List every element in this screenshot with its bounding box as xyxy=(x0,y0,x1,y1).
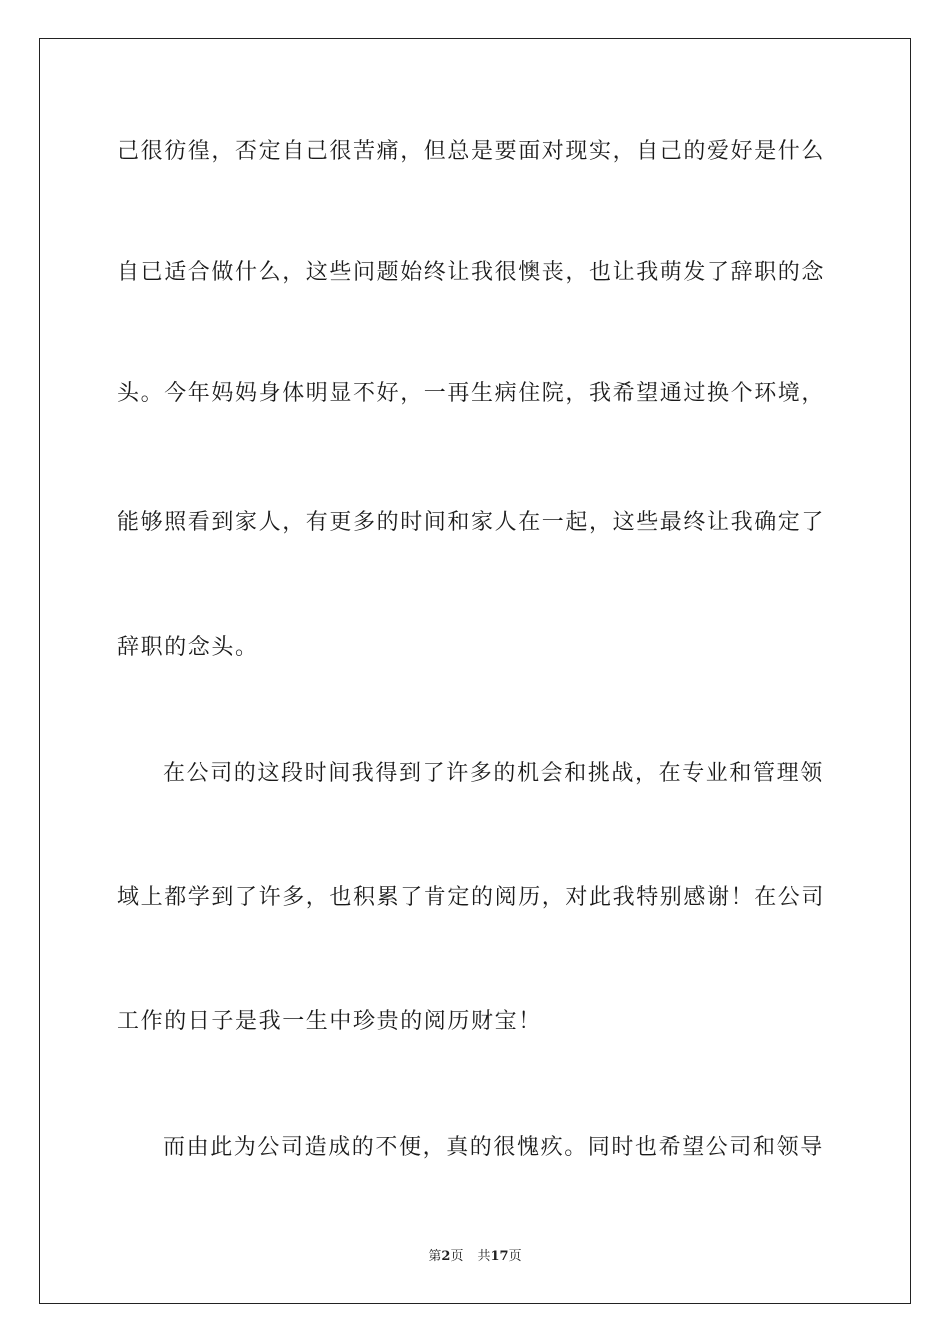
paragraph-3-line-1: 而由此为公司造成的不便，真的很愧疚。同时也希望公司和领导 xyxy=(163,1135,824,1160)
text-line-4: 能够照看到家人，有更多的时间和家人在一起，这些最终让我确定了 xyxy=(117,510,826,535)
total-pages: 17 xyxy=(490,1249,509,1264)
text-line-3: 头。今年妈妈身体明显不好，一再生病住院，我希望通过换个环境， xyxy=(117,381,826,406)
text-line-1: 己很彷徨，否定自己很苦痛，但总是要面对现实，自己的爱好是什么 xyxy=(117,139,826,164)
text-line-5: 辞职的念头。 xyxy=(117,635,259,660)
total-suffix: 页 xyxy=(508,1249,522,1264)
page-footer xyxy=(0,1248,950,1266)
text-line-2: 自已适合做什么，这些问题始终让我很懊丧，也让我萌发了辞职的念 xyxy=(117,260,826,285)
page-border xyxy=(39,38,911,1304)
paragraph-2-line-2: 域上都学到了许多，也积累了肯定的阅历，对此我特别感谢！在公司 xyxy=(117,885,826,910)
page-number: 2 xyxy=(441,1249,451,1264)
paragraph-2-line-1: 在公司的这段时间我得到了许多的机会和挑战，在专业和管理领 xyxy=(163,761,824,786)
page-prefix: 第 xyxy=(428,1249,442,1264)
page-suffix: 页 xyxy=(450,1249,464,1264)
paragraph-2-line-3: 工作的日子是我一生中珍贵的阅历财宝！ xyxy=(117,1009,542,1034)
total-prefix: 共 xyxy=(477,1249,491,1264)
